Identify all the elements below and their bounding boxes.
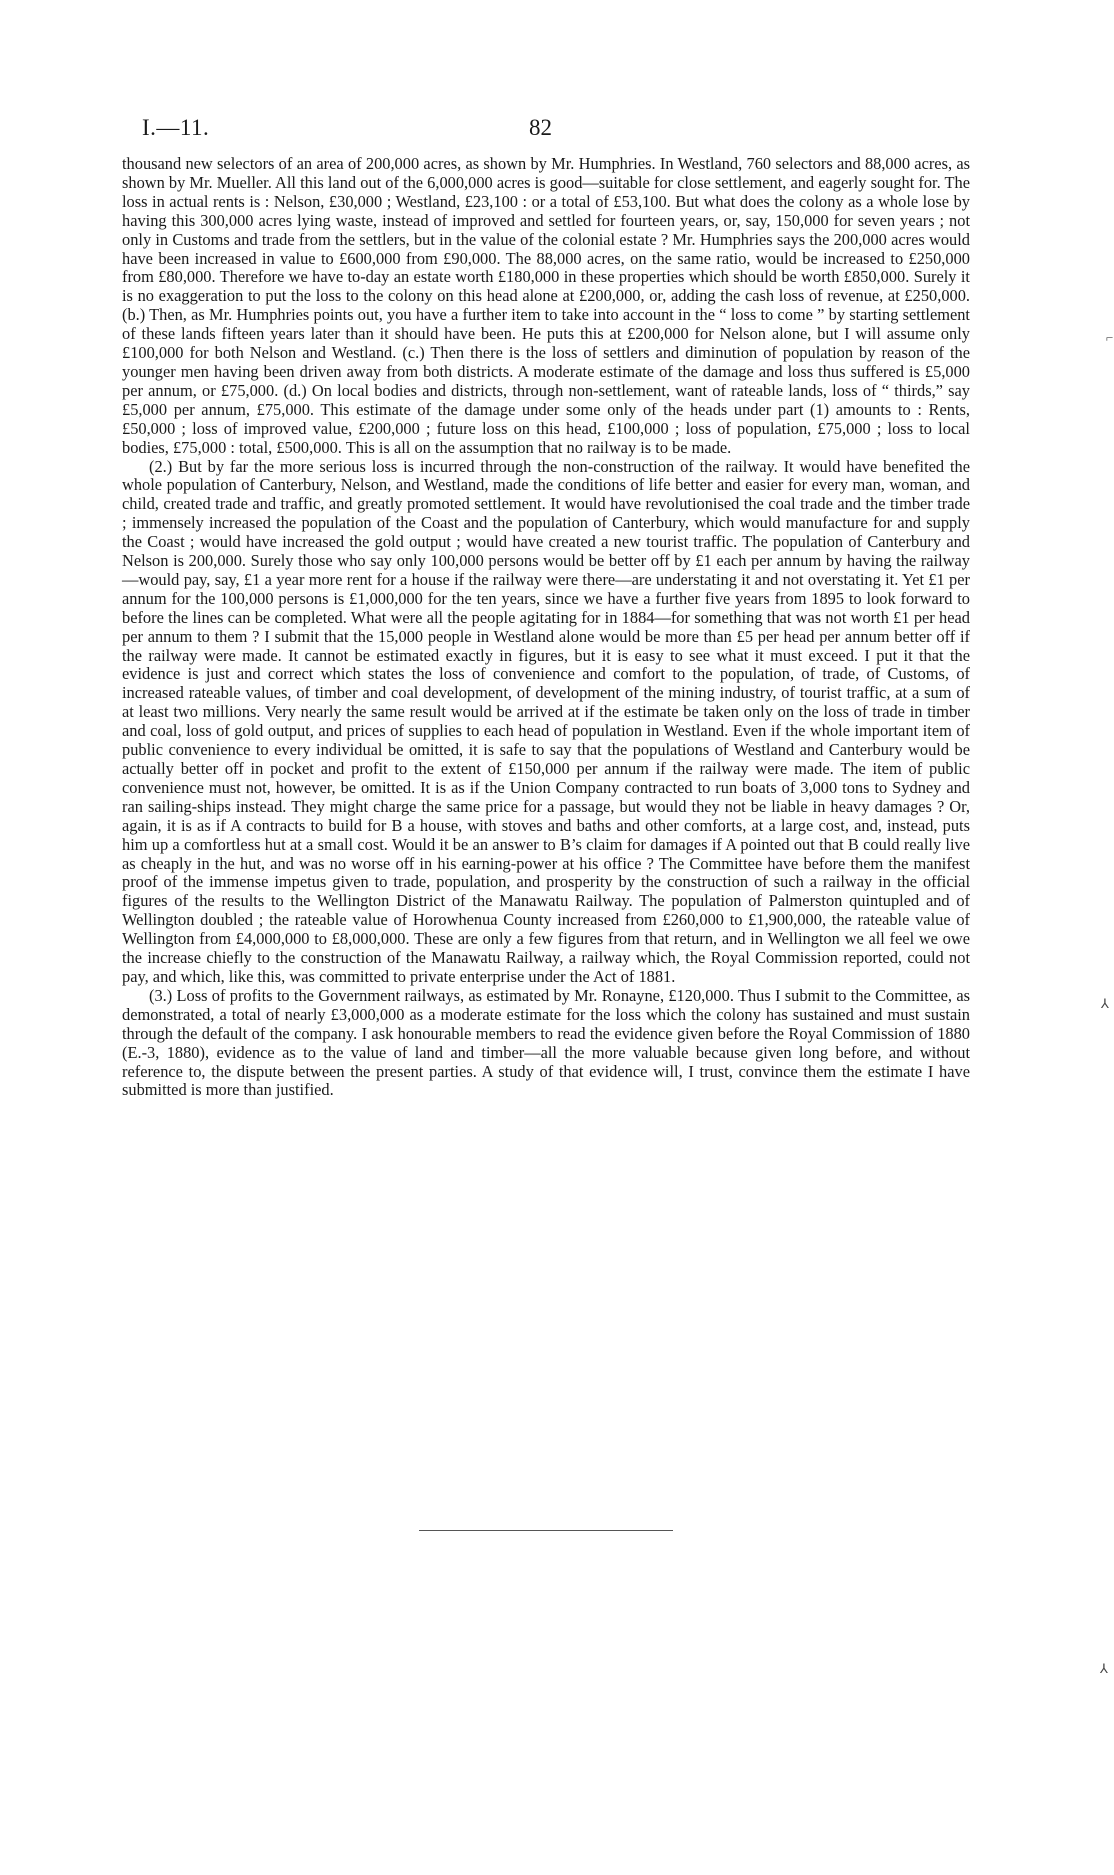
end-rule [419, 1530, 673, 1531]
margin-mark: ⌐ [1106, 330, 1114, 345]
margin-mark: ⅄ [1100, 1661, 1108, 1676]
paragraph-2: (2.) But by far the more serious loss is incurred through the non-construction of the railway. It would have benefited the whole population of Canterbury, Nelson, and Westland, made the conditions of life better and easier for every man, woman, and child, created trade and traffic, and greatly promoted settlement. It would have revolutionised the coal trade and the timber trade ; immensely increased the population of the Coast and the population of Canterbury, which would manufacture for and supply the Coast ; would have increased the gold output ; would have created a new tourist traffic. The population of Canterbury and Nelson is 200,000. Surely those who say only 100,000 persons would be better off by £1 each per annum by having the railway—would pay, say, £1 a year more rent for a house if the railway were there—are understating it and not overstating it. Yet £1 per annum for the 100,000 persons is £1,000,000 for the ten years, since we have a further five years from 1895 to look forward to before the lines can be completed. What were all the people agitating for in 1884—for something that was not worth £1 per head per annum to them ? I submit that the 15,000 people in Westland alone would be more than £5 per head per annum better off if the railway were made. It cannot be estimated exactly in figures, but it is easy to see what it must exceed. I put it that the evidence is just and correct which states the loss of convenience and comfort to the population, of trade, of Customs, of increased rateable values, of timber and coal development, of development of the mining industry, of tourist traffic, at a sum of at least two millions. Very nearly the same result would be arrived at if the estimate be taken only on the loss of trade in timber and coal, loss of gold output, and prices of supplies to each head of population in Westland. Even if the whole important item of public convenience to every individual be omitted, it is safe to say that the populations of Westland and Canterbury would be actually better off in pocket and profit to the extent of £150,000 per annum if the railway were made. The item of public convenience must not, however, be omitted. It is as if the Union Company contracted to run boats of 3,000 tons to Sydney and ran sailing-ships instead. They might charge the same price for a passage, but would they not be liable in heavy damages ? Or, again, it is as if A contracts to build for B a house, with stoves and baths and other comforts, at a large cost, and, instead, puts him up a comfortless hut at a small cost. Would it be an answer to B’s claim for damages if A pointed out that B could really live as cheaply in the hut, and was no worse off in his earning-power at his office ? The Committee have before them the manifest proof of the immense impetus given to trade, population, and prosperity by the construction of such a railway in the official figures of the results to the Wellington District of the Manawatu Railway. The population of Palmerston quintupled and of Wellington doubled ; the rateable value of Horowhenua County increased from £260,000 to £1,900,000, the rateable value of Wellington from £4,000,000 to £8,000,000. These are only a few figures from that return, and in Wellington we all feel we owe the increase chiefly to the construction of the Manawatu Railway, a railway which, the Royal Commission reported, could not pay, and which, like this, was committed to private enterprise under the Act of 1881. [122, 456, 970, 986]
document-reference: I.—11. [142, 115, 210, 140]
paragraph-3: (3.) Loss of profits to the Government railways, as estimated by Mr. Ronayne, £120,000. Thus I submit to the Committee, as demonstrated, a total of nearly £3,000,000 as a moderate estimate for the loss which the colony has sustained and must sustain through the default of the company. I ask honourable members to read the evidence given before the Royal Commission of 1880 (E.-3, 1880), evidence as to the value of land and timber—all the more valuable because given long before, and without reference to, the dispute between the present parties. A study of that evidence will, I trust, convince them the estimate I have submitted is more than justified. [122, 985, 970, 1100]
margin-mark: ⅄ [1101, 996, 1109, 1011]
page-number: 82 [529, 115, 552, 140]
paragraph-1: thousand new selectors of an area of 200,000 acres, as shown by Mr. Humphries. In Westland, 760 selectors and 88,000 acres, as shown by Mr. Mueller. All this land out of the 6,000,000 acres is good—suitable for close settlement, and eagerly sought for. The loss in actual rents is : Nelson, £30,000 ; Westland, £23,100 : or a total of £53,100. But what does the colony as a whole lose by having this 300,000 acres lying waste, instead of improved and settled for fourteen years, or, say, 150,000 for seven years ; not only in Customs and trade from the settlers, but in the value of the colonial estate ? Mr. Humphries says the 200,000 acres would have been increased in value to £600,000 from £90,000. The 88,000 acres, on the same ratio, would be increased to £250,000 from £80,000. Therefore we have to-day an estate worth £180,000 in these properties which should be worth £850,000. Surely it is no exaggeration to put the loss to the colony on this head alone at £200,000, or, adding the cash loss of revenue, at £250,000. (b.) Then, as Mr. Humphries points out, you have a further item to take into account in the “ loss to come ” by starting settlement of these lands fifteen years later than it should have been. He puts this at £200,000 for Nelson alone, but I will assume only £100,000 for both Nelson and Westland. (c.) Then there is the loss of settlers and diminution of population by reason of the younger men having been driven away from both districts. A moderate estimate of the damage and loss thus suffered is £5,000 per annum, or £75,000. (d.) On local bodies and districts, through non-settlement, want of rateable lands, loss of “ thirds,” say £5,000 per annum, £75,000. This estimate of the damage under some only of the heads under part (1) amounts to : Rents, £50,000 ; loss of improved value, £200,000 ; future loss on this head, £100,000 ; loss of population, £75,000 ; loss to local bodies, £75,000 : total, £500,000. This is all on the assumption that no railway is to be made. [122, 154, 970, 457]
body-text [122, 155, 970, 1100]
